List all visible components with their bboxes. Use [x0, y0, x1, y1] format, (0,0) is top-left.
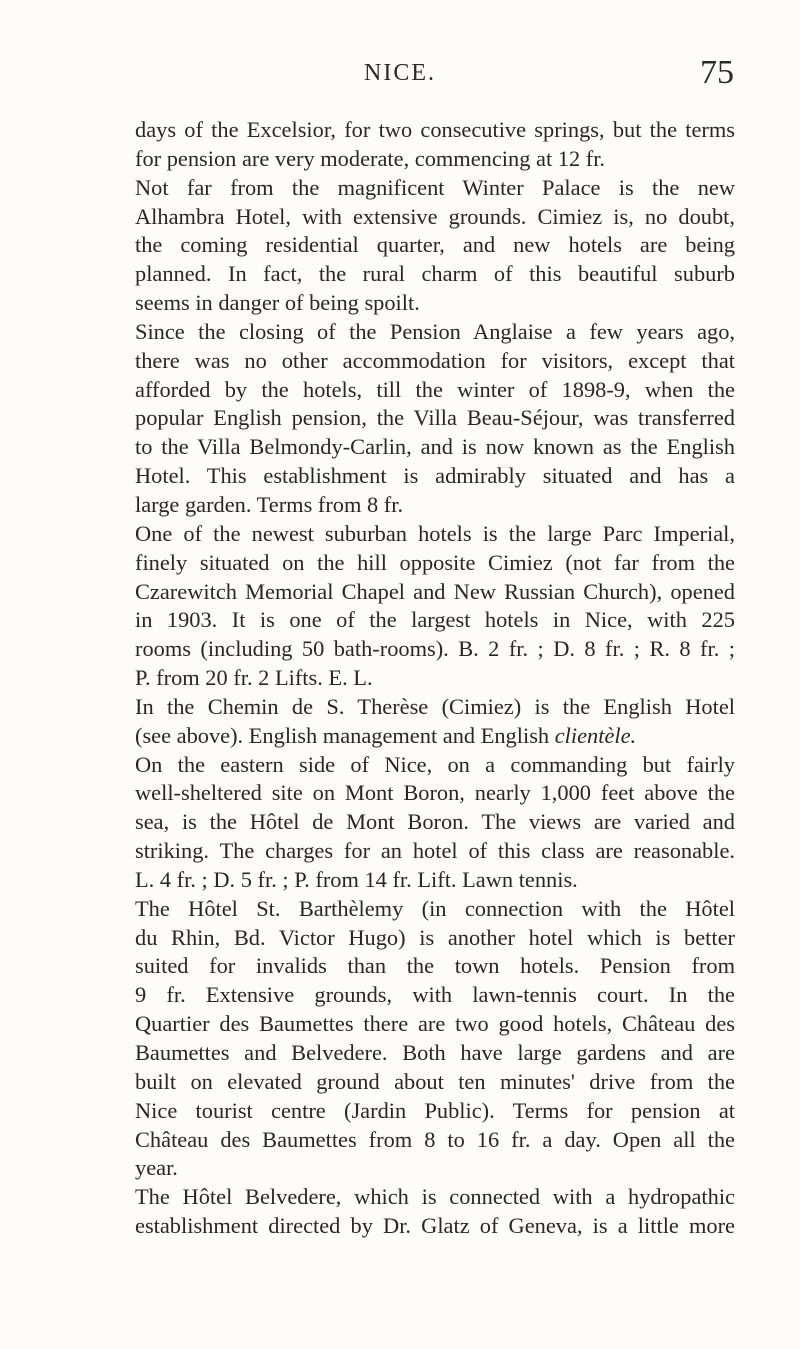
text-line: in 1903. It is one of the largest hotels in Nice, with 225	[135, 607, 735, 633]
text-line: sea, is the Hôtel de Mont Boron. The views are varied and	[135, 809, 735, 835]
text-line: large garden. Terms from 8 fr.	[135, 491, 404, 517]
text-line: The Hôtel Belvedere, which is connected with a hydropathic	[135, 1184, 735, 1210]
running-head	[0, 54, 800, 94]
body-text	[135, 116, 735, 1241]
text-line: planned. In fact, the rural charm of this beautiful suburb	[135, 261, 735, 287]
text-line: striking. The charges for an hotel of this class are reasonable.	[135, 838, 735, 864]
text-line: establishment directed by Dr. Glatz of Geneva, is a little more	[135, 1213, 735, 1239]
text-line: Château des Baumettes from 8 to 16 fr. a day. Open all the	[135, 1126, 735, 1152]
running-head-title: NICE.	[364, 60, 436, 86]
text-line: The Hôtel St. Barthèlemy (in connection with the Hôtel	[135, 895, 735, 921]
text-line: Nice tourist centre (Jardin Public). Terms for pension at	[135, 1097, 735, 1123]
text-line: built on elevated ground about ten minutes' drive from the	[135, 1068, 735, 1094]
text-line: for pension are very moderate, commencing at 12 fr.	[135, 145, 606, 171]
text-line: suited for invalids than the town hotels. Pension from	[135, 953, 735, 979]
italic-word: clientèle.	[554, 722, 637, 748]
text-line: the coming residential quarter, and new hotels are being	[135, 232, 735, 258]
text-line: Czarewitch Memorial Chapel and New Russian Church), opened	[135, 578, 735, 604]
text-line: Hotel. This establishment is admirably situated and has a	[135, 463, 735, 489]
text-line: On the eastern side of Nice, on a commanding but fairly	[135, 751, 735, 777]
text-line: days of the Excelsior, for two consecutive springs, but the terms	[135, 117, 735, 142]
text-line: Since the closing of the Pension Anglaise a few years ago,	[135, 318, 735, 344]
text-line: popular English pension, the Villa Beau-Séjour, was transferred	[135, 405, 735, 431]
text-line: to the Villa Belmondy-Carlin, and is now known as the English	[135, 434, 735, 460]
text-line: seems in danger of being spoilt.	[135, 290, 420, 316]
text-line: Baumettes and Belvedere. Both have large gardens and are	[135, 1040, 735, 1065]
text-line: L. 4 fr. ; D. 5 fr. ; P. from 14 fr. Lift. Lawn tennis.	[135, 866, 578, 892]
page-number: 75	[700, 54, 734, 91]
text-line: rooms (including 50 bath-rooms). B. 2 fr. ; D. 8 fr. ; R. 8 fr. ;	[135, 636, 735, 662]
text-line: 9 fr. Extensive grounds, with lawn-tennis court. In the	[135, 982, 735, 1008]
text-line: afforded by the hotels, till the winter of 1898-9, when the	[135, 376, 735, 402]
text-line: there was no other accommodation for visitors, except that	[135, 347, 735, 373]
text-line: Quartier des Baumettes there are two good hotels, Château des	[135, 1011, 735, 1037]
text-line	[135, 722, 735, 751]
text-line: P. from 20 fr. 2 Lifts. E. L.	[135, 665, 373, 691]
text-line: du Rhin, Bd. Victor Hugo) is another hotel which is better	[135, 924, 735, 950]
text-line: In the Chemin de S. Therèse (Cimiez) is the English Hotel	[135, 693, 735, 719]
text-line: One of the newest suburban hotels is the large Parc Imperial,	[135, 520, 735, 546]
text-line: year.	[135, 1155, 178, 1181]
text-line: Not far from the magnificent Winter Palace is the new	[135, 174, 735, 200]
text-line: well-sheltered site on Mont Boron, nearly 1,000 feet above the	[135, 780, 735, 806]
text-line-part: (see above). English management and English	[135, 722, 555, 748]
text-line: finely situated on the hill opposite Cimiez (not far from the	[135, 549, 735, 575]
text-line: Alhambra Hotel, with extensive grounds. Cimiez is, no doubt,	[135, 203, 735, 229]
